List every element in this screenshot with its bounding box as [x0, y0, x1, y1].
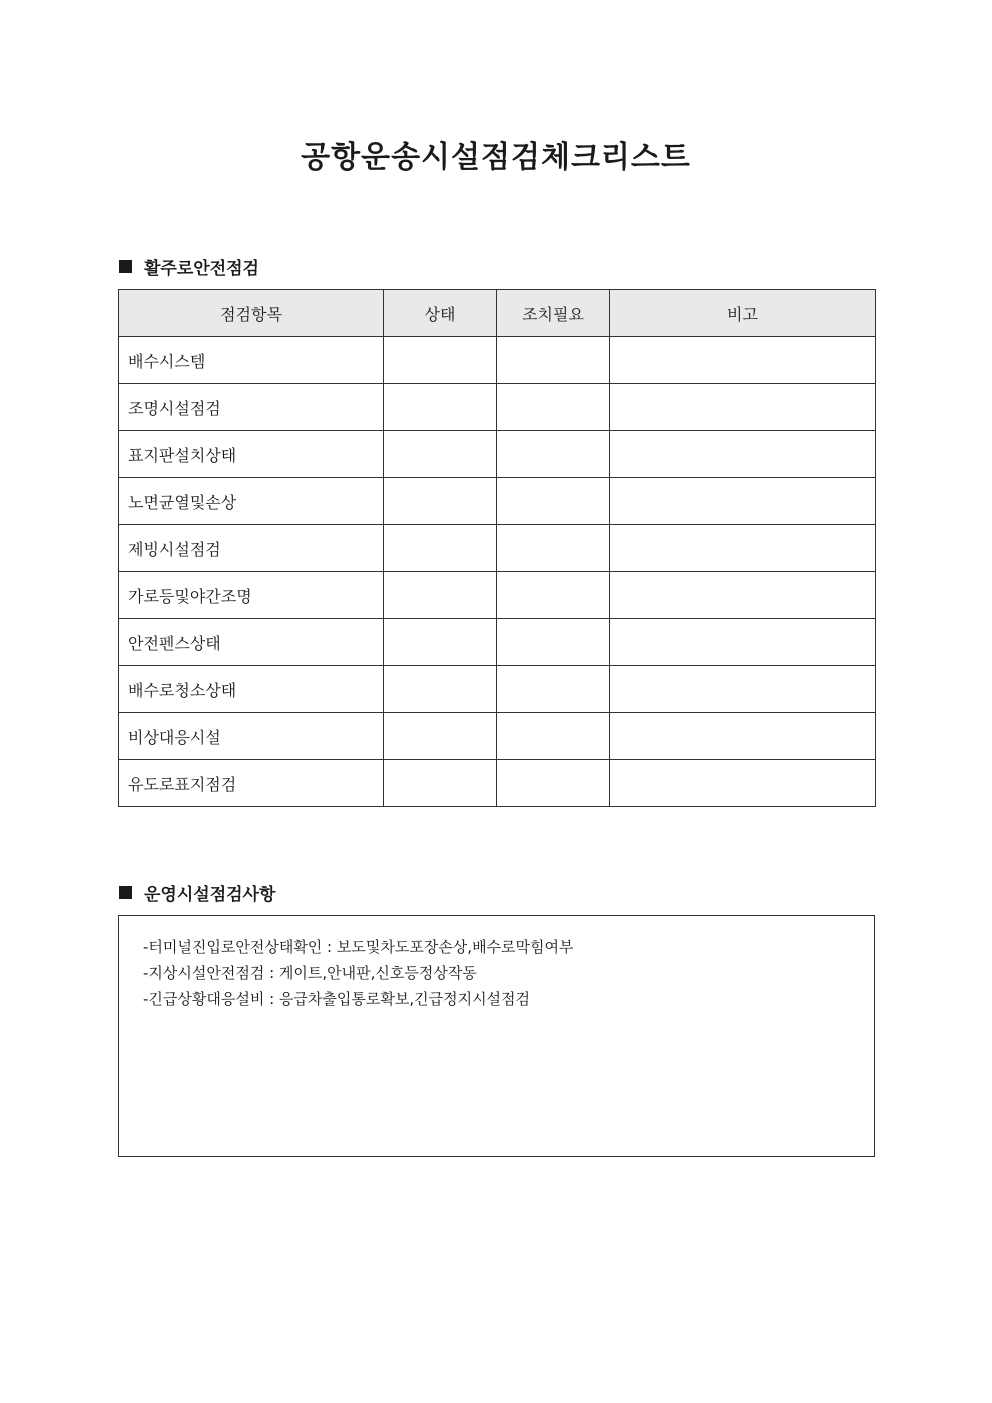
item-label: 안전펜스상태 — [119, 619, 384, 666]
status-cell[interactable] — [384, 619, 497, 666]
item-label: 유도로표지점검 — [119, 760, 384, 807]
table-row — [119, 478, 876, 525]
item-label: 표지판설치상태 — [119, 431, 384, 478]
section-heading-label: 운영시설점검사항 — [144, 885, 276, 905]
status-cell[interactable] — [384, 572, 497, 619]
item-label: 제빙시설점검 — [119, 525, 384, 572]
table-row — [119, 572, 876, 619]
status-cell[interactable] — [384, 337, 497, 384]
remarks-cell[interactable] — [610, 337, 876, 384]
page-title: 공항운송시설점검체크리스트 — [301, 140, 691, 175]
table-header-row — [119, 290, 876, 337]
table-row — [119, 666, 876, 713]
table-row — [119, 619, 876, 666]
item-label: 조명시설점검 — [119, 384, 384, 431]
remarks-cell[interactable] — [610, 384, 876, 431]
section-heading-label: 활주로안전점검 — [144, 259, 259, 279]
action-cell[interactable] — [497, 384, 610, 431]
table-row — [119, 760, 876, 807]
table-row — [119, 431, 876, 478]
section-heading-operations — [119, 880, 275, 905]
notes-line: -지상시설안전점검 : 게이트,안내판,신호등정상작동 — [143, 964, 477, 982]
action-cell[interactable] — [497, 478, 610, 525]
status-cell[interactable] — [384, 713, 497, 760]
action-cell[interactable] — [497, 666, 610, 713]
remarks-cell[interactable] — [610, 431, 876, 478]
table-row — [119, 337, 876, 384]
status-cell[interactable] — [384, 431, 497, 478]
status-cell[interactable] — [384, 666, 497, 713]
runway-checklist-table — [118, 289, 876, 807]
action-cell[interactable] — [497, 713, 610, 760]
action-cell[interactable] — [497, 525, 610, 572]
remarks-cell[interactable] — [610, 619, 876, 666]
notes-line: -긴급상황대응설비 : 응급차출입통로확보,긴급정지시설점검 — [143, 990, 531, 1008]
column-header-status: 상태 — [384, 290, 497, 337]
column-header-item: 점검항목 — [119, 290, 384, 337]
action-cell[interactable] — [497, 431, 610, 478]
remarks-cell[interactable] — [610, 713, 876, 760]
status-cell[interactable] — [384, 478, 497, 525]
action-cell[interactable] — [497, 572, 610, 619]
table-row — [119, 713, 876, 760]
status-cell[interactable] — [384, 760, 497, 807]
remarks-cell[interactable] — [610, 572, 876, 619]
item-label: 배수로청소상태 — [119, 666, 384, 713]
item-label: 노면균열및손상 — [119, 478, 384, 525]
square-bullet-icon — [119, 886, 132, 899]
action-cell[interactable] — [497, 337, 610, 384]
remarks-cell[interactable] — [610, 478, 876, 525]
column-header-remarks: 비고 — [610, 290, 876, 337]
operations-notes-box — [118, 915, 875, 1157]
status-cell[interactable] — [384, 525, 497, 572]
remarks-cell[interactable] — [610, 666, 876, 713]
table-row — [119, 525, 876, 572]
square-bullet-icon — [119, 260, 132, 273]
item-label: 배수시스템 — [119, 337, 384, 384]
action-cell[interactable] — [497, 619, 610, 666]
action-cell[interactable] — [497, 760, 610, 807]
table-row — [119, 384, 876, 431]
status-cell[interactable] — [384, 384, 497, 431]
remarks-cell[interactable] — [610, 525, 876, 572]
column-header-action: 조치필요 — [497, 290, 610, 337]
section-heading-runway — [119, 254, 259, 279]
item-label: 비상대응시설 — [119, 713, 384, 760]
item-label: 가로등및야간조명 — [119, 572, 384, 619]
remarks-cell[interactable] — [610, 760, 876, 807]
notes-line: -터미널진입로안전상태확인 : 보도및차도포장손상,배수로막힘여부 — [143, 938, 574, 956]
